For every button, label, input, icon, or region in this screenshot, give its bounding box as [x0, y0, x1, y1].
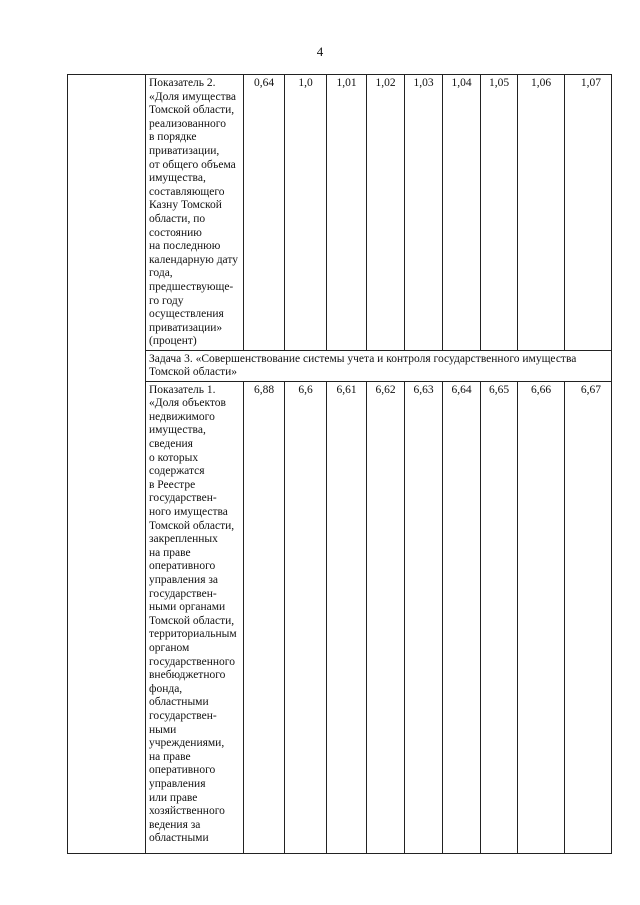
indicator-2-value: 1,05: [481, 75, 518, 351]
indicator-2-value: 1,02: [367, 75, 405, 351]
indicator-1-value: 6,61: [327, 381, 367, 853]
indicator-2-value: 1,0: [285, 75, 327, 351]
indicator-1-row: [68, 381, 612, 853]
indicator-1-description: Показатель 1. «Доля объектов недвижимого имущества, сведения о которых содержатся в Реестре государствен- ного имущества Томской области, закрепленных на праве оперативного управления за государствен- ными органами Томской области, территориальным органом государственного внебюджетного фонда, областными государствен- ными учреждениями, на праве оперативного управления или праве хозяйственного ведения за областными: [146, 381, 244, 853]
indicator-2-value: 1,03: [405, 75, 443, 351]
task-3-row: [68, 350, 612, 381]
indicator-1-value: 6,6: [285, 381, 327, 853]
indicator-1-value: 6,65: [481, 381, 518, 853]
indicator-2-value: 0,64: [244, 75, 285, 351]
indicators-table: [67, 74, 612, 854]
indicator-1-value: 6,62: [367, 381, 405, 853]
empty-first-column-cell: [68, 75, 146, 854]
indicator-2-description: Показатель 2. «Доля имущества Томской области, реализованного в порядке приватизации, от общего объема имущества, составляющего Казну Томской области, по состоянию на последнюю календарную дату года, предшествующе- го году осуществления приватизации» (процент): [146, 75, 244, 351]
indicator-1-value: 6,66: [518, 381, 565, 853]
indicator-1-value: 6,88: [244, 381, 285, 853]
indicator-2-value: 1,07: [565, 75, 612, 351]
page-number: 4: [316, 44, 324, 59]
indicator-1-value: 6,64: [443, 381, 481, 853]
indicator-2-value: 1,06: [518, 75, 565, 351]
indicator-1-value: 6,63: [405, 381, 443, 853]
indicator-2-value: 1,04: [443, 75, 481, 351]
indicator-2-row: [68, 75, 612, 351]
indicator-2-value: 1,01: [327, 75, 367, 351]
task-3-heading: Задача 3. «Совершенствование системы учета и контроля государственного имущества Томской области»: [146, 350, 612, 381]
indicator-1-value: 6,67: [565, 381, 612, 853]
